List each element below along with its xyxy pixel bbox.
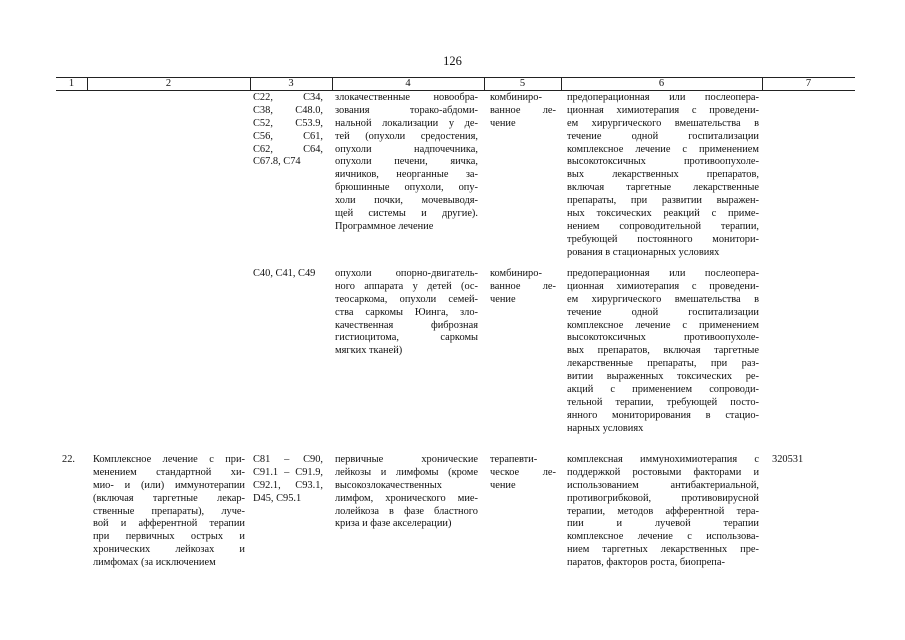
code-line xyxy=(253,92,323,105)
code-token: C64, xyxy=(303,143,323,155)
code-line: C40, C41, C49 xyxy=(253,268,316,279)
cell-disease-model xyxy=(335,268,478,358)
column-header-5: 5 xyxy=(519,78,526,89)
cell-line: вых препаратов, включая таргетные xyxy=(567,345,759,357)
cell-line: предоперационная или послеопера- xyxy=(567,92,759,103)
code-line xyxy=(253,105,323,118)
code-line: C92.1, C93.1, xyxy=(253,479,323,491)
cell-line: лолейкоза в фазе бластного xyxy=(335,505,478,517)
cell-line: высокозлокачественных xyxy=(335,479,442,491)
page-number: 126 xyxy=(443,54,462,68)
cell-line: щей системы и другие). xyxy=(335,208,478,220)
cell-line: брюшинные опухоли, опу- xyxy=(335,182,478,194)
cell-line: ванное ле- xyxy=(490,104,556,116)
cell-line: ства саркомы Юинга, зло- xyxy=(335,306,478,318)
cell-line: комплексное лечение с применением xyxy=(567,319,759,331)
cell-row-number: 22. xyxy=(62,454,75,465)
cell-line: нальной локализации у де- xyxy=(335,117,478,129)
cell-line: Комплексное лечение с при- xyxy=(93,454,245,465)
cell-line: ванное ле- xyxy=(490,280,556,292)
code-token: C61, xyxy=(303,130,323,142)
cell-line: теосаркома, опухоли семей- xyxy=(335,293,478,305)
cell-line: высокотоксичных противоопухоле- xyxy=(567,332,759,344)
cell-treatment-kind xyxy=(490,454,556,493)
cell-line: зования торако-абдоми- xyxy=(335,104,478,116)
cell-line: при первичных острых и xyxy=(93,531,245,543)
code-line: C81 – C90, xyxy=(253,454,323,465)
cell-line: использованием антибактериальной, xyxy=(567,479,759,491)
cell-line: ционная химиотерапия с проведени- xyxy=(567,280,759,292)
cell-line: течение одной госпитализации xyxy=(567,130,759,142)
cell-line: комплексное лечение с использова- xyxy=(567,531,759,543)
cell-line: предоперационная или послеопера- xyxy=(567,268,759,279)
cell-line: течение одной госпитализации xyxy=(567,306,759,318)
code-token: C62, xyxy=(253,143,273,155)
cell-line: гистиоцитома, саркомы xyxy=(335,332,478,344)
cell-disease-model xyxy=(335,92,478,234)
code-token: C22, xyxy=(253,92,273,103)
cell-line: лимфомах (за исключением xyxy=(93,557,216,569)
code-line xyxy=(253,131,323,144)
cell-line: опухоли надпочечника, xyxy=(335,143,478,155)
cell-line: нением сопроводительной терапии, xyxy=(567,220,759,232)
cell-line: тей (опухоли средостения, xyxy=(335,130,478,142)
cell-line: нием таргетных лекарственных пре- xyxy=(567,544,759,556)
cell-line: витии выраженных токсических ре- xyxy=(567,371,759,383)
cell-treatment-method xyxy=(567,454,759,570)
cell-line: лейкозы и лимфомы (кроме xyxy=(335,466,478,478)
cell-line: препараты, при развитии выражен- xyxy=(567,195,759,207)
column-header-6: 6 xyxy=(658,78,665,89)
cell-line: нарных условиях xyxy=(567,422,644,434)
code-line xyxy=(253,118,323,131)
column-header-7: 7 xyxy=(805,78,812,89)
cell-treatment-kind xyxy=(490,92,556,131)
cell-line: яичников, неорганные за- xyxy=(335,169,478,181)
code-token: C48.0, xyxy=(295,104,323,116)
cell-line: рования в стационарных условиях xyxy=(567,246,720,258)
cell-line: вых лекарственных препаратов, xyxy=(567,169,759,181)
cell-line: чение xyxy=(490,479,516,491)
cell-line: мягких тканей) xyxy=(335,345,403,357)
cell-line: опухоли опорно-двигатель- xyxy=(335,268,478,279)
code-line xyxy=(253,144,323,157)
code-token: C38, xyxy=(253,104,273,116)
cell-line: Программное лечение xyxy=(335,220,434,232)
code-line: C91.1 – C91.9, xyxy=(253,466,323,478)
cell-line: ем хирургического вмешательства в xyxy=(567,117,759,129)
code-token: C53.9, xyxy=(295,117,323,129)
cell-line: ных токсических реакций с приме- xyxy=(567,208,759,220)
cell-line: комбиниро- xyxy=(490,92,542,103)
cell-line: опухоли печени, яичка, xyxy=(335,156,478,168)
cell-line: тельной терапии, требующей посто- xyxy=(567,396,759,408)
cell-line: высокотоксичных противоопухоле- xyxy=(567,156,759,168)
cell-line: акций с применением сопроводи- xyxy=(567,384,759,396)
cell-line: требующей постоянного монитори- xyxy=(567,233,759,245)
code-line: C67.8, C74 xyxy=(253,156,301,168)
cell-line: лекарственные препараты, при раз- xyxy=(567,358,759,370)
cell-diagnosis-codes xyxy=(253,268,323,281)
cell-line: терапевти- xyxy=(490,454,538,465)
cell-treatment-method xyxy=(567,268,759,436)
cell-line: комплексное лечение с применением xyxy=(567,143,759,155)
cell-line: комбиниро- xyxy=(490,268,542,279)
cell-line: противогрибковой, противовирусной xyxy=(567,492,759,504)
cell-line: янного мониторирования в стацио- xyxy=(567,409,759,421)
cell-line: менением стандартной хи- xyxy=(93,466,245,478)
cell-line: пии и лучевой терапии xyxy=(567,518,759,530)
cell-line: чение xyxy=(490,117,516,129)
cell-line: вой и афферентной терапии xyxy=(93,518,245,530)
column-header-1: 1 xyxy=(68,78,75,89)
cell-treatment-method xyxy=(567,92,759,260)
cell-line: ем хирургического вмешательства в xyxy=(567,293,759,305)
cell-treatment-kind xyxy=(490,268,556,307)
code-token: C52, xyxy=(253,117,273,129)
cell-line: лимфом, хронического мие- xyxy=(335,492,478,504)
cell-line: холи почки, мочевыводя- xyxy=(335,195,478,207)
cell-line: (включая таргетные лекар- xyxy=(93,492,245,504)
column-header-2: 2 xyxy=(165,78,172,89)
cell-treatment-type xyxy=(93,454,245,570)
code-line: D45, C95.1 xyxy=(253,492,302,504)
cell-line: поддержкой ростовыми факторами и xyxy=(567,466,759,478)
cell-line: мио- и (или) иммунотерапии xyxy=(93,479,245,491)
column-header-4: 4 xyxy=(405,78,411,89)
cell-line: ного аппарата у детей (ос- xyxy=(335,280,478,292)
code-token: C34, xyxy=(303,92,323,103)
cell-line: криза и фазе акселерации) xyxy=(335,518,452,530)
cell-line: ческое ле- xyxy=(490,466,556,478)
cell-diagnosis-codes xyxy=(253,92,323,169)
column-header-3: 3 xyxy=(288,78,294,89)
cell-disease-model xyxy=(335,454,478,531)
cell-cost: 320531 xyxy=(772,454,804,465)
cell-diagnosis-codes xyxy=(253,454,323,506)
cell-line: комплексная иммунохимиотерапия с xyxy=(567,454,759,465)
cell-line: качественная фиброзная xyxy=(335,319,478,331)
cell-line: ственные препараты), луче- xyxy=(93,505,245,517)
cell-line: хронических лейкозах и xyxy=(93,544,245,556)
cell-line: включая таргетные лекарственные xyxy=(567,182,759,194)
cell-line: терапии, методов афферентной тера- xyxy=(567,505,759,517)
cell-line: ционная химиотерапия с проведени- xyxy=(567,104,759,116)
cell-line: чение xyxy=(490,293,516,305)
cell-line: первичные хронические xyxy=(335,454,478,465)
code-token: C56, xyxy=(253,130,273,142)
cell-line: паратов, факторов роста, биопрепа- xyxy=(567,557,725,569)
cell-line: злокачественные новообра- xyxy=(335,92,478,103)
table-header-row xyxy=(56,77,855,91)
